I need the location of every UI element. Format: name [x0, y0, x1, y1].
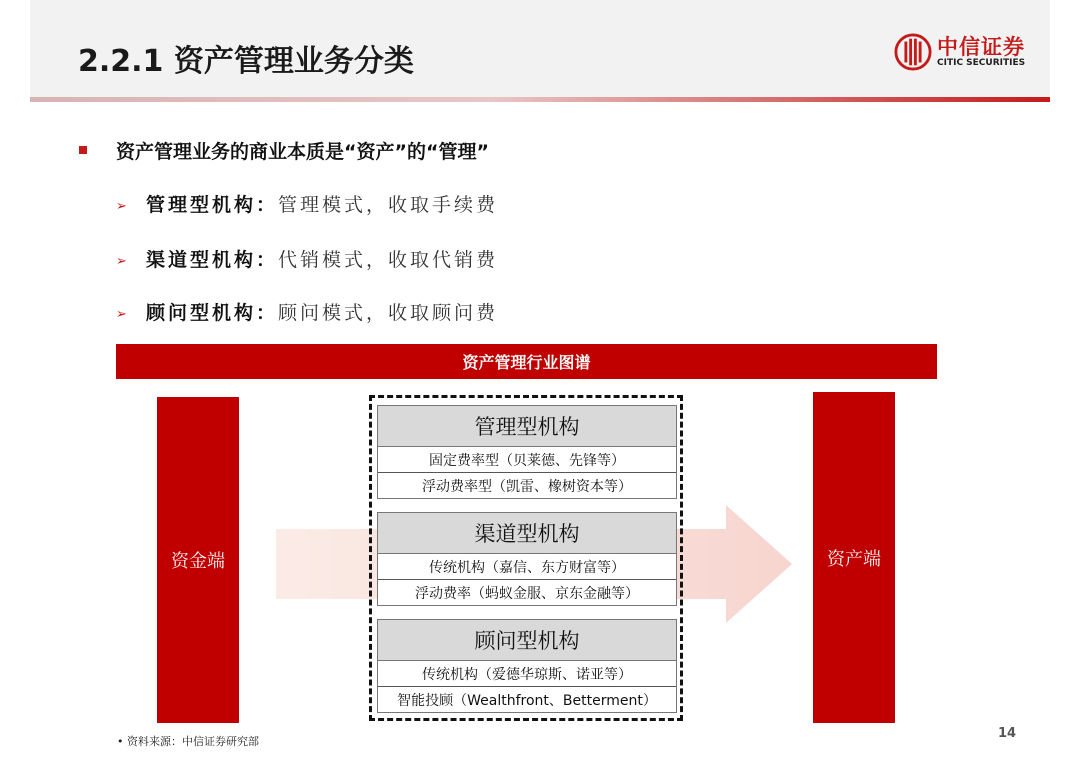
block-advisory	[377, 619, 677, 713]
logo-chinese-name: 中信证券	[937, 33, 1025, 59]
page-number: 14	[998, 726, 1017, 741]
capital-side-bar: 资金端	[157, 397, 239, 723]
block-line: 固定费率型（贝莱德、先锋等）	[429, 452, 625, 469]
sub-point-term: 顾问型机构：	[146, 302, 279, 324]
square-bullet-icon	[79, 146, 87, 154]
main-point: 资产管理业务的商业本质是“资产”的“管理”	[116, 141, 489, 163]
sub-point-desc: 顾问模式，收取顾问费	[278, 302, 499, 324]
sub-point-channel	[116, 245, 498, 272]
citic-logo	[894, 30, 1025, 74]
block-title: 管理型机构	[378, 406, 676, 447]
block-title: 渠道型机构	[378, 513, 676, 554]
block-line: 传统机构（嘉信、东方财富等）	[429, 559, 625, 576]
sub-point-advisory	[116, 298, 498, 325]
sub-point-management	[116, 190, 498, 217]
block-title: 顾问型机构	[378, 620, 676, 661]
header-divider	[30, 97, 1050, 102]
source-note: • 资料来源：中信证券研究部	[117, 735, 259, 748]
sub-point-term: 管理型机构：	[146, 194, 279, 216]
citic-logo-icon	[894, 33, 932, 71]
sub-point-term: 渠道型机构：	[146, 249, 279, 271]
sub-point-desc: 管理模式，收取手续费	[278, 194, 499, 216]
block-line: 浮动费率（蚂蚁金服、京东金融等）	[378, 579, 676, 605]
arrow-bullet-icon: ➢	[116, 253, 127, 269]
block-channel	[377, 512, 677, 606]
sub-point-desc: 代销模式，收取代销费	[278, 249, 499, 271]
diagram-banner: 资产管理行业图谱	[116, 344, 937, 379]
page-title: 2.2.1 资产管理业务分类	[78, 44, 414, 79]
block-line: 智能投顾（Wealthfront、Betterment）	[378, 686, 676, 712]
block-management	[377, 405, 677, 499]
block-line: 浮动费率型（凯雷、橡树资本等）	[378, 472, 676, 498]
block-line: 传统机构（爱德华琼斯、诺亚等）	[422, 666, 632, 683]
asset-side-bar: 资产端	[813, 392, 895, 723]
arrow-bullet-icon: ➢	[116, 198, 127, 214]
logo-english-name: CITIC SECURITIES	[937, 57, 1026, 68]
arrow-bullet-icon: ➢	[116, 306, 127, 322]
